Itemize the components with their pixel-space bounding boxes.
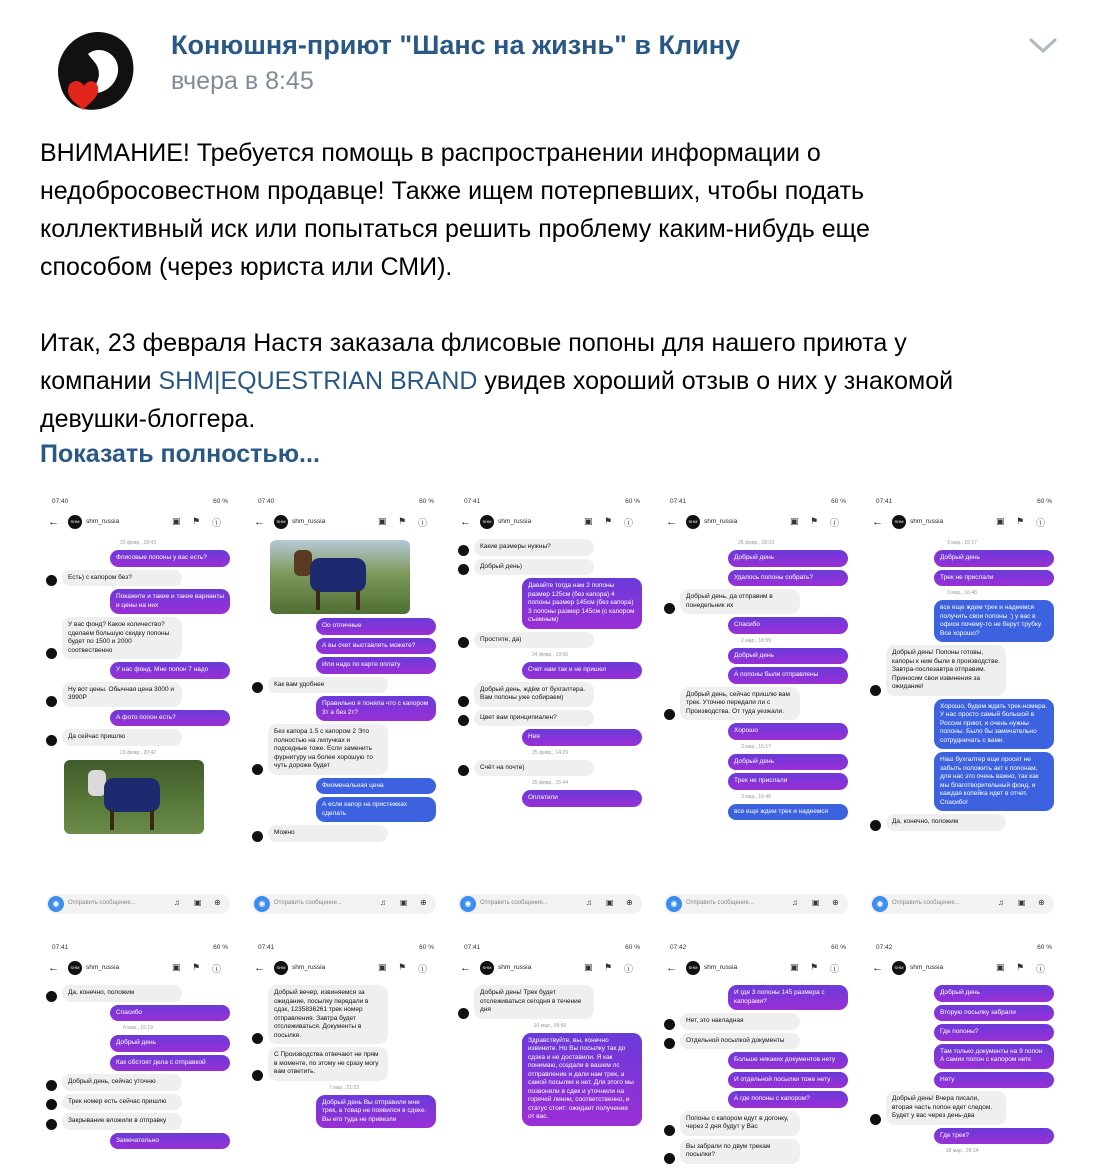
chat-topbar [658,958,854,980]
flag-icon: ⚑ [398,962,407,972]
post-text-fragment: увидев хороший отзыв о них у знакомой [477,367,954,395]
outgoing-message: Где попоны? [934,1024,1054,1041]
outgoing-message: Добрый день Вы отправили мне трек, а товар не появился в сдеке. Вы его туда не привезли [316,1095,436,1129]
chat-screenshot[interactable] [246,936,442,1174]
back-arrow-icon: ← [872,516,883,528]
group-avatar[interactable] [40,14,152,126]
back-arrow-icon: ← [666,962,677,974]
outgoing-message: А попоны были отправлены [728,667,848,684]
status-time: 07:41 [670,498,687,505]
chat-username: shm_russia [498,518,532,525]
incoming-message: Да, конечно, положим [62,985,182,1002]
plus-icon: ⊕ [1038,898,1045,907]
back-arrow-icon: ← [460,516,471,528]
info-icon: ⓘ [624,518,634,528]
phone-status-bar [246,498,442,510]
outgoing-message: Как обстоят дела с отправкой [110,1055,230,1072]
incoming-message: Да, конечно, положим [886,814,1006,831]
incoming-message: У вас фонд? Какое количество? сделаем большую скидку попоны будет по 1500 и 2000 соотвественно [62,617,182,659]
status-time: 07:41 [464,498,481,505]
info-icon: ⓘ [212,964,222,974]
outgoing-message: Добрый день [934,550,1054,567]
outgoing-message: И отдельной посылки тоже нету [728,1072,848,1089]
gallery-icon: ▣ [1018,898,1026,907]
incoming-message: Отдельной посылкой документы [680,1033,800,1050]
chat-username: shm_russia [910,964,944,971]
chat-topbar [40,512,236,534]
message-timestamp: 3 мар., 15:17 [947,540,977,546]
incoming-message: Добрый день, ждём от бухгалтера. Вам попоны уже собираем) [474,682,594,707]
composer-placeholder: Отправить сообщение... [480,900,548,906]
phone-status-bar [40,498,236,510]
chat-screenshot[interactable] [452,936,648,1174]
message-timestamp: 18 мар., 09:14 [945,1148,979,1154]
chat-screenshot[interactable] [864,490,1060,922]
incoming-message: Попоны с капором едут в догонку, через 2 дня будут у Вас [680,1111,800,1136]
post-line: Итак, 23 февраля Настя заказала флисовые попоны для нашего приюта у [40,329,907,357]
outgoing-message: Добрый день [728,550,848,567]
phone-status-bar [452,498,648,510]
chevron-down-icon[interactable] [1028,36,1058,56]
outgoing-message: Оплатили [522,790,642,807]
battery-level: 60 % [831,944,846,951]
incoming-message: Цвет вам принципиален? [474,710,594,727]
video-icon: ▣ [584,962,593,972]
outgoing-message: Фиоменальная цена [316,778,436,795]
incoming-message: Простите, да) [474,632,594,649]
status-time: 07:40 [258,498,275,505]
post-line: девушки-блоггера. [40,405,256,433]
outgoing-message: Трек не прислали [934,570,1054,587]
incoming-message: Добрый день, да отправим в понедельник их [680,589,800,614]
composer-placeholder: Отправить сообщение... [686,900,754,906]
chat-avatar: SHM [686,515,700,529]
info-icon: ⓘ [1036,964,1046,974]
microphone-icon: ♫ [586,898,592,907]
incoming-message: Закрывание вложили в отправку [62,1113,182,1130]
outgoing-message: Хорошо [728,723,848,740]
phone-status-bar [40,944,236,956]
incoming-message: Есть) с капором без? [62,570,182,587]
outgoing-message: А фото попон есть? [110,710,230,727]
outgoing-message: Спасибо [110,1005,230,1022]
outgoing-message: Удалось попоны собрать? [728,570,848,587]
chat-username: shm_russia [498,964,532,971]
chat-username: shm_russia [704,964,738,971]
incoming-message: Без капора 1.5 с капором 2 Это полностью на липучках и подседные тоже. Если заменить фурнитуру на более хорошую то чуть дороже будет [268,724,388,775]
battery-level: 60 % [213,498,228,505]
status-time: 07:42 [876,944,893,951]
back-arrow-icon: ← [254,962,265,974]
chat-username: shm_russia [292,518,326,525]
outgoing-message: Где трек? [934,1128,1054,1145]
microphone-icon: ♫ [380,898,386,907]
composer-placeholder: Отправить сообщение... [274,900,342,906]
outgoing-message: Или надо по карте оплату [316,657,436,674]
camera-icon: ◉ [48,896,64,912]
message-timestamp: 10 мар., 09:56 [533,1022,567,1029]
chat-topbar [452,958,648,980]
composer-placeholder: Отправить сообщение... [68,900,136,906]
info-icon: ⓘ [418,964,428,974]
battery-level: 60 % [213,944,228,951]
chat-avatar: SHM [892,515,906,529]
message-composer [252,894,436,914]
post-text-fragment: компании [40,367,159,395]
chat-topbar [40,958,236,980]
battery-level: 60 % [625,498,640,505]
battery-level: 60 % [1037,944,1052,951]
message-timestamp: 24 февр., 19:56 [532,652,568,658]
back-arrow-icon: ← [254,516,265,528]
incoming-message: Как вам удобнее [268,677,388,694]
video-icon: ▣ [378,516,387,526]
back-arrow-icon: ← [48,962,59,974]
flag-icon: ⚑ [398,516,407,526]
microphone-icon: ♫ [174,898,180,907]
post-line: ВНИМАНИЕ! Требуется помощь в распространении информации о [40,139,821,167]
chat-screenshot[interactable] [40,490,236,922]
back-arrow-icon: ← [460,962,471,974]
battery-level: 60 % [831,498,846,505]
gallery-icon: ▣ [194,898,202,907]
show-more-link[interactable]: Показать полностью... [40,440,320,468]
status-time: 07:40 [52,498,69,505]
chat-avatar: SHM [68,515,82,529]
flag-icon: ⚑ [604,962,613,972]
chat-topbar [246,512,442,534]
outgoing-message: Покажите и такие и такие варианты и цены на них [110,589,230,614]
video-icon: ▣ [996,516,1005,526]
outgoing-message: Добрый день [728,754,848,771]
outgoing-message: все еще ждем трек и надеемся получить свои попоны :) у вас в офисе почему-то не берут трубку. Все хорошо? [934,600,1054,642]
outgoing-message: У нас фонд. Мне попон 7 надо [110,662,230,679]
chat-screenshot[interactable] [658,490,854,922]
outgoing-message: Давайте тогда нам 2 попоны размер 125см (без капора) 4 попоны размер 145см (без капора) 3 попоны размер 145см (с капором съемным) [522,578,642,629]
chat-screenshot[interactable] [40,936,236,1174]
status-time: 07:41 [464,944,481,951]
incoming-message: Ну вот цены. Обычная цена 3000 и 3990Р [62,682,182,707]
battery-level: 60 % [625,944,640,951]
chat-topbar [658,512,854,534]
message-list [658,536,854,888]
incoming-message: Добрый день) [474,559,594,576]
message-timestamp: 3 мар., 15:17 [741,743,771,750]
phone-status-bar [452,944,648,956]
outgoing-message: Добрый день [728,648,848,665]
back-arrow-icon: ← [666,516,677,528]
outgoing-message: Нея [522,729,642,746]
chat-avatar: SHM [480,515,494,529]
horse-photo [64,760,204,834]
video-icon: ▣ [172,516,181,526]
message-list [40,536,236,888]
outgoing-message: Добрый день [110,1035,230,1052]
chat-topbar [452,512,648,534]
video-icon: ▣ [996,962,1005,972]
info-icon: ⓘ [1036,518,1046,528]
outgoing-message: А где попоны с капором? [728,1091,848,1108]
incoming-message: Добрый день! Попоны готовы, капоры к ним были в производстве. Завтра-послезавтра отправим. Приносим свои извинения за ожидание! [886,645,1006,696]
composer-placeholder: Отправить сообщение... [892,900,960,906]
chat-topbar [864,958,1060,980]
plus-icon: ⊕ [420,898,427,907]
outgoing-message: Вторую посылку забрали [934,1005,1054,1022]
chat-screenshot[interactable] [452,490,648,922]
chat-username: shm_russia [86,964,120,971]
microphone-icon: ♫ [792,898,798,907]
message-timestamp: 25 февр., 14:29 [532,749,568,756]
incoming-message: Какие размеры нужны? [474,539,594,556]
incoming-message: Нет, это накладная [680,1013,800,1030]
message-list [864,536,1060,888]
message-list [658,982,854,1174]
chat-avatar: SHM [274,961,288,975]
flag-icon: ⚑ [1016,516,1025,526]
flag-icon: ⚑ [810,962,819,972]
incoming-message: С Производства отвечают не прям в моменте, по этому не сразу могу вам ответить. [268,1047,388,1081]
video-icon: ▣ [378,962,387,972]
incoming-message: Добрый день, сейчас уточню [62,1074,182,1091]
outgoing-message: Счет нам так и не пришел [522,662,642,679]
post-header [40,14,1070,124]
brand-link[interactable]: SHM|EQUESTRIAN BRAND [158,367,478,395]
chat-topbar [246,958,442,980]
video-icon: ▣ [790,516,799,526]
chat-avatar: SHM [892,961,906,975]
flag-icon: ⚑ [604,516,613,526]
video-icon: ▣ [584,516,593,526]
outgoing-message: Замечательно [110,1133,230,1150]
message-timestamp: 6 мар., 15:19 [123,1025,153,1031]
flag-icon: ⚑ [192,962,201,972]
message-timestamp: 2 мар., 18:59 [741,637,771,644]
outgoing-message: И где 3 попоны 145 размера с капорами? [728,985,848,1010]
gallery-icon: ▣ [606,898,614,907]
outgoing-message: А вы счет выставлять можете? [316,638,436,655]
group-name[interactable]: Конюшня-приют "Шанс на жизнь" в Клину [171,30,741,60]
chat-username: shm_russia [86,518,120,525]
outgoing-message: Больше никаких документов нету [728,1052,848,1069]
message-list [40,982,236,1174]
chat-avatar: SHM [68,961,82,975]
video-icon: ▣ [790,962,799,972]
flag-icon: ⚑ [1016,962,1025,972]
status-time: 07:41 [52,944,69,951]
outgoing-message: Там только документы на 9 попон А самих попон с капором нетк [934,1044,1054,1069]
battery-level: 60 % [1037,498,1052,505]
chat-screenshot[interactable] [246,490,442,922]
chat-topbar [864,512,1060,534]
message-composer [870,894,1054,914]
chat-avatar: SHM [686,961,700,975]
post-time[interactable]: вчера в 8:45 [171,67,314,95]
camera-icon: ◉ [666,896,682,912]
post-line: коллективный иск или попытаться решить проблему каким-нибудь еще [40,215,870,243]
info-icon: ⓘ [624,964,634,974]
incoming-message: Добрый день, сейчас пришлю вам трек. Уточню передали ли с Производства. От туда уезжали. [680,687,800,721]
info-icon: ⓘ [418,518,428,528]
incoming-message: Добрый день! Трек будет отслеживаться сегодня в течение дня [474,985,594,1019]
outgoing-message: Здравствуйте, вы, конечно извините. Но Вы посылку так до сдэка и не доставили. Я как понимаю, создали в вашем лс отправление и дали нам трек, а самой посылки и нет. Для этого мы позвонили в сдек и уточнили на горячей линии, соответственно, и статус стоит: ожидает получения от вас. [522,1033,642,1126]
outgoing-message: Спасибо [728,617,848,634]
info-icon: ⓘ [212,518,222,528]
chat-username: shm_russia [910,518,944,525]
battery-level: 60 % [419,498,434,505]
outgoing-message: Добрый день [934,985,1054,1002]
message-timestamp: 23 февр., 20:42 [120,749,156,756]
outgoing-message: все еще ждем трек и надеемся [728,804,848,821]
incoming-message: Добрый день! Вчера писали, вторая часть попон едет следом. Будет у вас через день-два [886,1091,1006,1125]
message-timestamp: 25 февр., 15:44 [532,780,568,786]
chat-username: shm_russia [704,518,738,525]
outgoing-message: Флисовые попоны у вас есть? [110,550,230,567]
message-timestamp: 26 февр., 18:03 [738,540,774,546]
chat-screenshot[interactable] [864,936,1060,1174]
outgoing-message: Оо отличные [316,618,436,635]
incoming-message: Вы забрали по двум трекам посылки? [680,1139,800,1164]
back-arrow-icon: ← [872,962,883,974]
status-time: 07:41 [876,498,893,505]
phone-status-bar [658,944,854,956]
plus-icon: ⊕ [626,898,633,907]
message-timestamp: 3 мар., 16:48 [741,793,771,800]
post-line [40,362,1080,400]
outgoing-message: Наш бухгалтер еще просит не забыть положить акт к попонам, для нас это очень важно, так как мы благотворительный фонд, и каждая копейка идет в отчет. Спасибо! [934,752,1054,811]
message-list [246,982,442,1174]
phone-status-bar [864,944,1060,956]
message-composer [46,894,230,914]
incoming-message: Да сейчас пришлю [62,729,182,746]
plus-icon: ⊕ [832,898,839,907]
incoming-message: Можно [268,825,388,842]
outgoing-message: Трек не прислали [728,773,848,790]
info-icon: ⓘ [830,964,840,974]
incoming-message: Трек номер есть сейчас пришлю [62,1094,182,1111]
chat-screenshot[interactable] [658,936,854,1174]
camera-icon: ◉ [872,896,888,912]
plus-icon: ⊕ [214,898,221,907]
battery-level: 60 % [419,944,434,951]
message-list [246,536,442,888]
microphone-icon: ♫ [998,898,1004,907]
flag-icon: ⚑ [192,516,201,526]
post-text [40,134,1080,438]
gallery-icon: ▣ [400,898,408,907]
chat-avatar: SHM [274,515,288,529]
back-arrow-icon: ← [48,516,59,528]
gallery-icon: ▣ [812,898,820,907]
message-timestamp: 3 мар., 16:48 [947,590,977,596]
outgoing-message: Нету [934,1072,1054,1089]
camera-icon: ◉ [254,896,270,912]
flag-icon: ⚑ [810,516,819,526]
incoming-message: Добрый вечер, извиняемся за ожидание, посылку передали в сдэк, 1235836261 трек номер отправления. Завтра будет отслеживаться. Документы в посылке. [268,985,388,1044]
attached-screenshots-grid [40,490,1064,1174]
message-composer [664,894,848,914]
outgoing-message: Правильно я поняла что с капором 3т а без 2т? [316,696,436,721]
chat-avatar: SHM [480,961,494,975]
status-time: 07:42 [670,944,687,951]
post-line: способом (через юриста или СМИ). [40,253,453,281]
message-list [452,982,648,1174]
chat-username: shm_russia [292,964,326,971]
message-list [452,536,648,888]
outgoing-message: А если капор на пристежках сделать [316,797,436,822]
status-time: 07:41 [258,944,275,951]
video-icon: ▣ [172,962,181,972]
phone-status-bar [864,498,1060,510]
camera-icon: ◉ [460,896,476,912]
message-timestamp: 7 мар., 21:23 [329,1084,359,1091]
message-composer [458,894,642,914]
message-timestamp: 23 февр., 18:43 [120,540,156,546]
info-icon: ⓘ [830,518,840,528]
post-line: недобросовестном продавце! Также ищем потерпевших, чтобы подать [40,177,865,205]
horse-photo [270,540,410,614]
outgoing-message: Хорошо, будем ждать трек-номера. У нас просто самый большой в России приют, и очень нужны попоны. Было бы замечательно сотрудничать с вами. [934,699,1054,750]
phone-status-bar [246,944,442,956]
message-list [864,982,1060,1174]
phone-status-bar [658,498,854,510]
incoming-message: Счёт на почте) [474,760,594,777]
